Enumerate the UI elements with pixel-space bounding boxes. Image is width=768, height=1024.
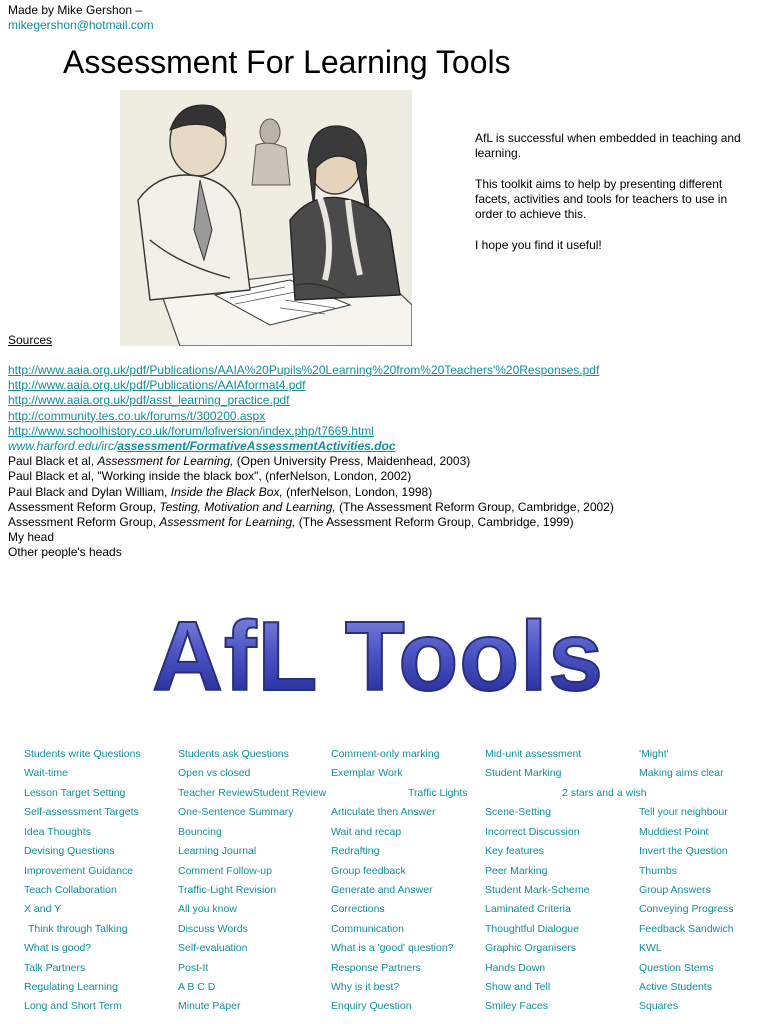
tool-item: KWL xyxy=(639,942,662,954)
tool-item: Traffic-Light Revision xyxy=(178,884,277,896)
tool-item: Regulating Learning xyxy=(24,981,118,993)
tool-item: Talk Partners xyxy=(24,962,86,974)
tool-item: X and Y xyxy=(24,903,62,915)
tool-item: Conveying Progress xyxy=(639,903,734,915)
sources-heading: Sources xyxy=(8,333,53,347)
tool-item: Enquiry Question xyxy=(331,1000,412,1012)
intro-paragraph: I hope you find it useful! xyxy=(475,238,602,252)
tool-item: Scene-Setting xyxy=(485,806,551,818)
tool-item: One-Sentence Summary xyxy=(178,806,294,818)
tool-item: Learning Journal xyxy=(178,845,257,857)
tool-item: Group Answers xyxy=(639,884,711,896)
tool-item: Thoughtful Dialogue xyxy=(485,923,579,935)
tool-item: Long and Short Term xyxy=(24,1000,122,1012)
tool-item: Laminated Criteria xyxy=(485,903,571,915)
tool-item: Self-assessment Targets xyxy=(24,806,139,818)
tool-item: Bouncing xyxy=(178,826,222,838)
tool-item: Thumbs xyxy=(639,865,677,877)
tool-item: Smiley Faces xyxy=(485,1000,549,1012)
reference: My head xyxy=(8,530,55,545)
intro-paragraph: AfL is successful when embedded in teaching and learning. xyxy=(475,131,741,160)
tool-item: 2 stars and a wish xyxy=(562,787,647,799)
tool-item: Active Students xyxy=(639,981,712,993)
reference: Other people's heads xyxy=(8,545,122,560)
tool-item: Muddiest Point xyxy=(639,826,709,838)
tool-item: Lesson Target Setting xyxy=(24,787,126,799)
tool-item: Teach Collaboration xyxy=(24,884,117,896)
source-link[interactable]: http://community.tes.co.uk/forums/t/300200.aspx xyxy=(8,408,266,423)
reference: Paul Black and Dylan William, Inside the Black Box, (nferNelson, London, 1998) xyxy=(8,484,433,499)
tool-item: Student Marking xyxy=(485,767,562,779)
source-link[interactable]: http://www.schoolhistory.co.uk/forum/lofiversion/index.php/t7669.html xyxy=(8,423,374,438)
tool-item: Invert the Question xyxy=(639,845,728,857)
tool-item: Making aims clear xyxy=(639,767,724,779)
tool-item: 'Might' xyxy=(639,748,669,760)
tool-item: Think through Talking xyxy=(28,923,128,935)
tool-item: Improvement Guidance xyxy=(24,865,134,877)
intro-paragraph: This toolkit aims to help by presenting different facets, activities and tools for teachers to use in order to achieve this. xyxy=(475,177,728,221)
source-link[interactable]: http://www.aaia.org.uk/pdf/Publications/AAIA%20Pupils%20Learning%20from%20Teachers'%20Responses.pdf xyxy=(8,363,600,377)
tool-item: Question Stems xyxy=(639,962,714,974)
tool-item: What is a 'good' question? xyxy=(331,942,454,954)
tool-item: Key features xyxy=(485,845,544,857)
tool-item: Idea Thoughts xyxy=(24,826,91,838)
tool-item: A B C D xyxy=(178,981,216,993)
tool-item: All you know xyxy=(178,903,237,915)
tool-item: Communication xyxy=(331,923,404,935)
tool-item: Exemplar Work xyxy=(331,767,403,779)
tool-item: Self-evaluation xyxy=(178,942,248,954)
tool-item: Wait-time xyxy=(24,767,68,779)
tool-item: Students write Questions xyxy=(24,748,141,760)
tool-item: Graphic Organisers xyxy=(485,942,577,954)
page-title: Assessment For Learning Tools xyxy=(63,44,511,80)
tool-item: Articulate then Answer xyxy=(331,806,436,818)
tool-item: Open vs closed xyxy=(178,767,251,779)
tool-item: Devising Questions xyxy=(24,845,115,857)
tool-item: Tell your neighbour xyxy=(639,806,728,818)
reference: Assessment Reform Group, Testing, Motivation and Learning, (The Assessment Reform Group, Cambridge, 2002) xyxy=(8,499,614,514)
reference: Paul Black et al, "Working inside the black box", (nferNelson, London, 2002) xyxy=(8,469,412,484)
tool-item: Hands Down xyxy=(485,962,546,974)
tool-item: Why is it best? xyxy=(331,981,400,993)
tool-item: Peer Marking xyxy=(485,865,548,877)
tool-item: Wait and recap xyxy=(331,826,402,838)
source-link-prefix: www.harford.edu/irc/ xyxy=(8,439,118,454)
tool-item: What is good? xyxy=(24,942,92,954)
reference: Paul Black et al, Assessment for Learning, (Open University Press, Maidenhead, 2003) xyxy=(8,454,471,469)
afl-tools-title: AfL Tools xyxy=(152,606,604,711)
source-link[interactable]: http://www.aaia.org.uk/pdf/asst_learning_practice.pdf xyxy=(8,393,290,408)
tool-item: Mid-unit assessment xyxy=(485,748,582,760)
tool-item: Group feedback xyxy=(331,865,406,877)
tool-item: Corrections xyxy=(331,903,385,915)
tool-item: Student Mark-Scheme xyxy=(485,884,590,896)
tool-item: Minute Paper xyxy=(178,1000,241,1012)
tool-item: Post-It xyxy=(178,962,209,974)
tool-item: Redrafting xyxy=(331,845,380,857)
reference: Assessment Reform Group, Assessment for Learning, (The Assessment Reform Group, Cambridge, 1999) xyxy=(8,515,574,530)
tool-item: Squares xyxy=(639,1000,679,1012)
tool-item: Discuss Words xyxy=(178,923,248,935)
author-email-link[interactable]: mikegershon@hotmail.com xyxy=(8,18,154,32)
tool-item: Incorrect Discussion xyxy=(485,826,580,838)
tool-item: Show and Tell xyxy=(485,981,551,993)
tool-item: Response Partners xyxy=(331,962,421,974)
author-name: Made by Mike Gershon – xyxy=(8,3,143,17)
tool-item: Traffic Lights xyxy=(408,787,468,799)
tool-item: Teacher ReviewStudent Review xyxy=(178,787,327,799)
tool-item: Comment-only marking xyxy=(331,748,440,760)
tool-item: Generate and Answer xyxy=(331,884,433,896)
source-link[interactable]: http://www.aaia.org.uk/pdf/Publications/AAIAformat4.pdf xyxy=(8,378,306,393)
tool-item: Students ask Questions xyxy=(178,748,289,760)
tool-item: Comment Follow-up xyxy=(178,865,272,877)
tool-item: Feedback Sandwich xyxy=(639,923,734,935)
source-link-path: assessment/FormativeAssessmentActivities.doc xyxy=(117,439,396,454)
